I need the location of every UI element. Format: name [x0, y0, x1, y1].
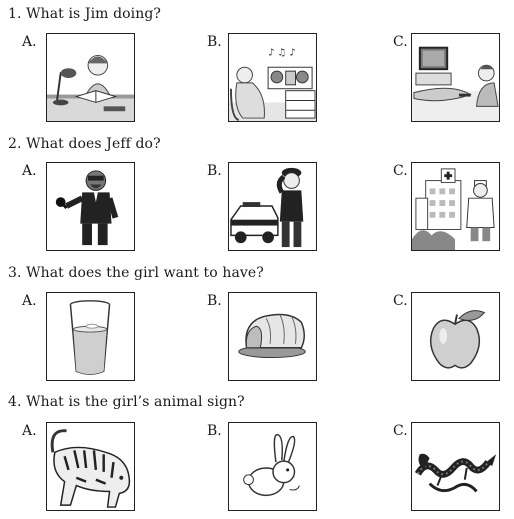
- question-number: 1.: [8, 6, 22, 22]
- option-label-1b[interactable]: B.: [207, 34, 222, 50]
- question-number: 4.: [8, 394, 22, 410]
- option-image-1c[interactable]: [411, 33, 500, 122]
- question-2: [8, 136, 161, 152]
- option-image-4a[interactable]: [46, 422, 135, 511]
- boy-reading-icon: [47, 34, 134, 121]
- bread-icon: [229, 293, 316, 380]
- rabbit-icon: [229, 423, 316, 510]
- dragon-icon: [412, 423, 499, 510]
- option-image-3a[interactable]: [46, 292, 135, 381]
- question-text: What does Jeff do?: [26, 136, 161, 152]
- option-label-3c[interactable]: C.: [393, 293, 408, 309]
- option-label-3a[interactable]: A.: [22, 293, 37, 309]
- option-label-4c[interactable]: C.: [393, 423, 408, 439]
- option-image-3b[interactable]: [228, 292, 317, 381]
- option-label-1a[interactable]: A.: [22, 34, 37, 50]
- question-text: What is Jim doing?: [26, 6, 162, 22]
- policeman-icon: [229, 163, 316, 250]
- option-label-4a[interactable]: A.: [22, 423, 37, 439]
- reporter-icon: [47, 163, 134, 250]
- question-4: [8, 394, 245, 410]
- question-text: What is the girl’s animal sign?: [26, 394, 245, 410]
- option-label-2b[interactable]: B.: [207, 163, 222, 179]
- boy-watching-tv-icon: [412, 34, 499, 121]
- question-number: 3.: [8, 265, 22, 281]
- option-label-1c[interactable]: C.: [393, 34, 408, 50]
- tiger-icon: [47, 423, 134, 510]
- doctor-icon: [412, 163, 499, 250]
- option-image-2c[interactable]: [411, 162, 500, 251]
- option-image-1b[interactable]: [228, 33, 317, 122]
- svg-text:♪ ♫ ♪: ♪ ♫ ♪: [268, 47, 296, 59]
- option-image-3c[interactable]: [411, 292, 500, 381]
- boy-listening-music-icon: [229, 34, 316, 121]
- apple-icon: [412, 293, 499, 380]
- option-image-2b[interactable]: [228, 162, 317, 251]
- option-image-4b[interactable]: [228, 422, 317, 511]
- option-label-3b[interactable]: B.: [207, 293, 222, 309]
- option-label-4b[interactable]: B.: [207, 423, 222, 439]
- option-image-2a[interactable]: [46, 162, 135, 251]
- question-number: 2.: [8, 136, 22, 152]
- glass-of-milk-icon: [47, 293, 134, 380]
- question-1: [8, 6, 161, 22]
- option-image-4c[interactable]: [411, 422, 500, 511]
- question-3: [8, 265, 264, 281]
- option-label-2c[interactable]: C.: [393, 163, 408, 179]
- option-label-2a[interactable]: A.: [22, 163, 37, 179]
- question-text: What does the girl want to have?: [26, 265, 264, 281]
- option-image-1a[interactable]: [46, 33, 135, 122]
